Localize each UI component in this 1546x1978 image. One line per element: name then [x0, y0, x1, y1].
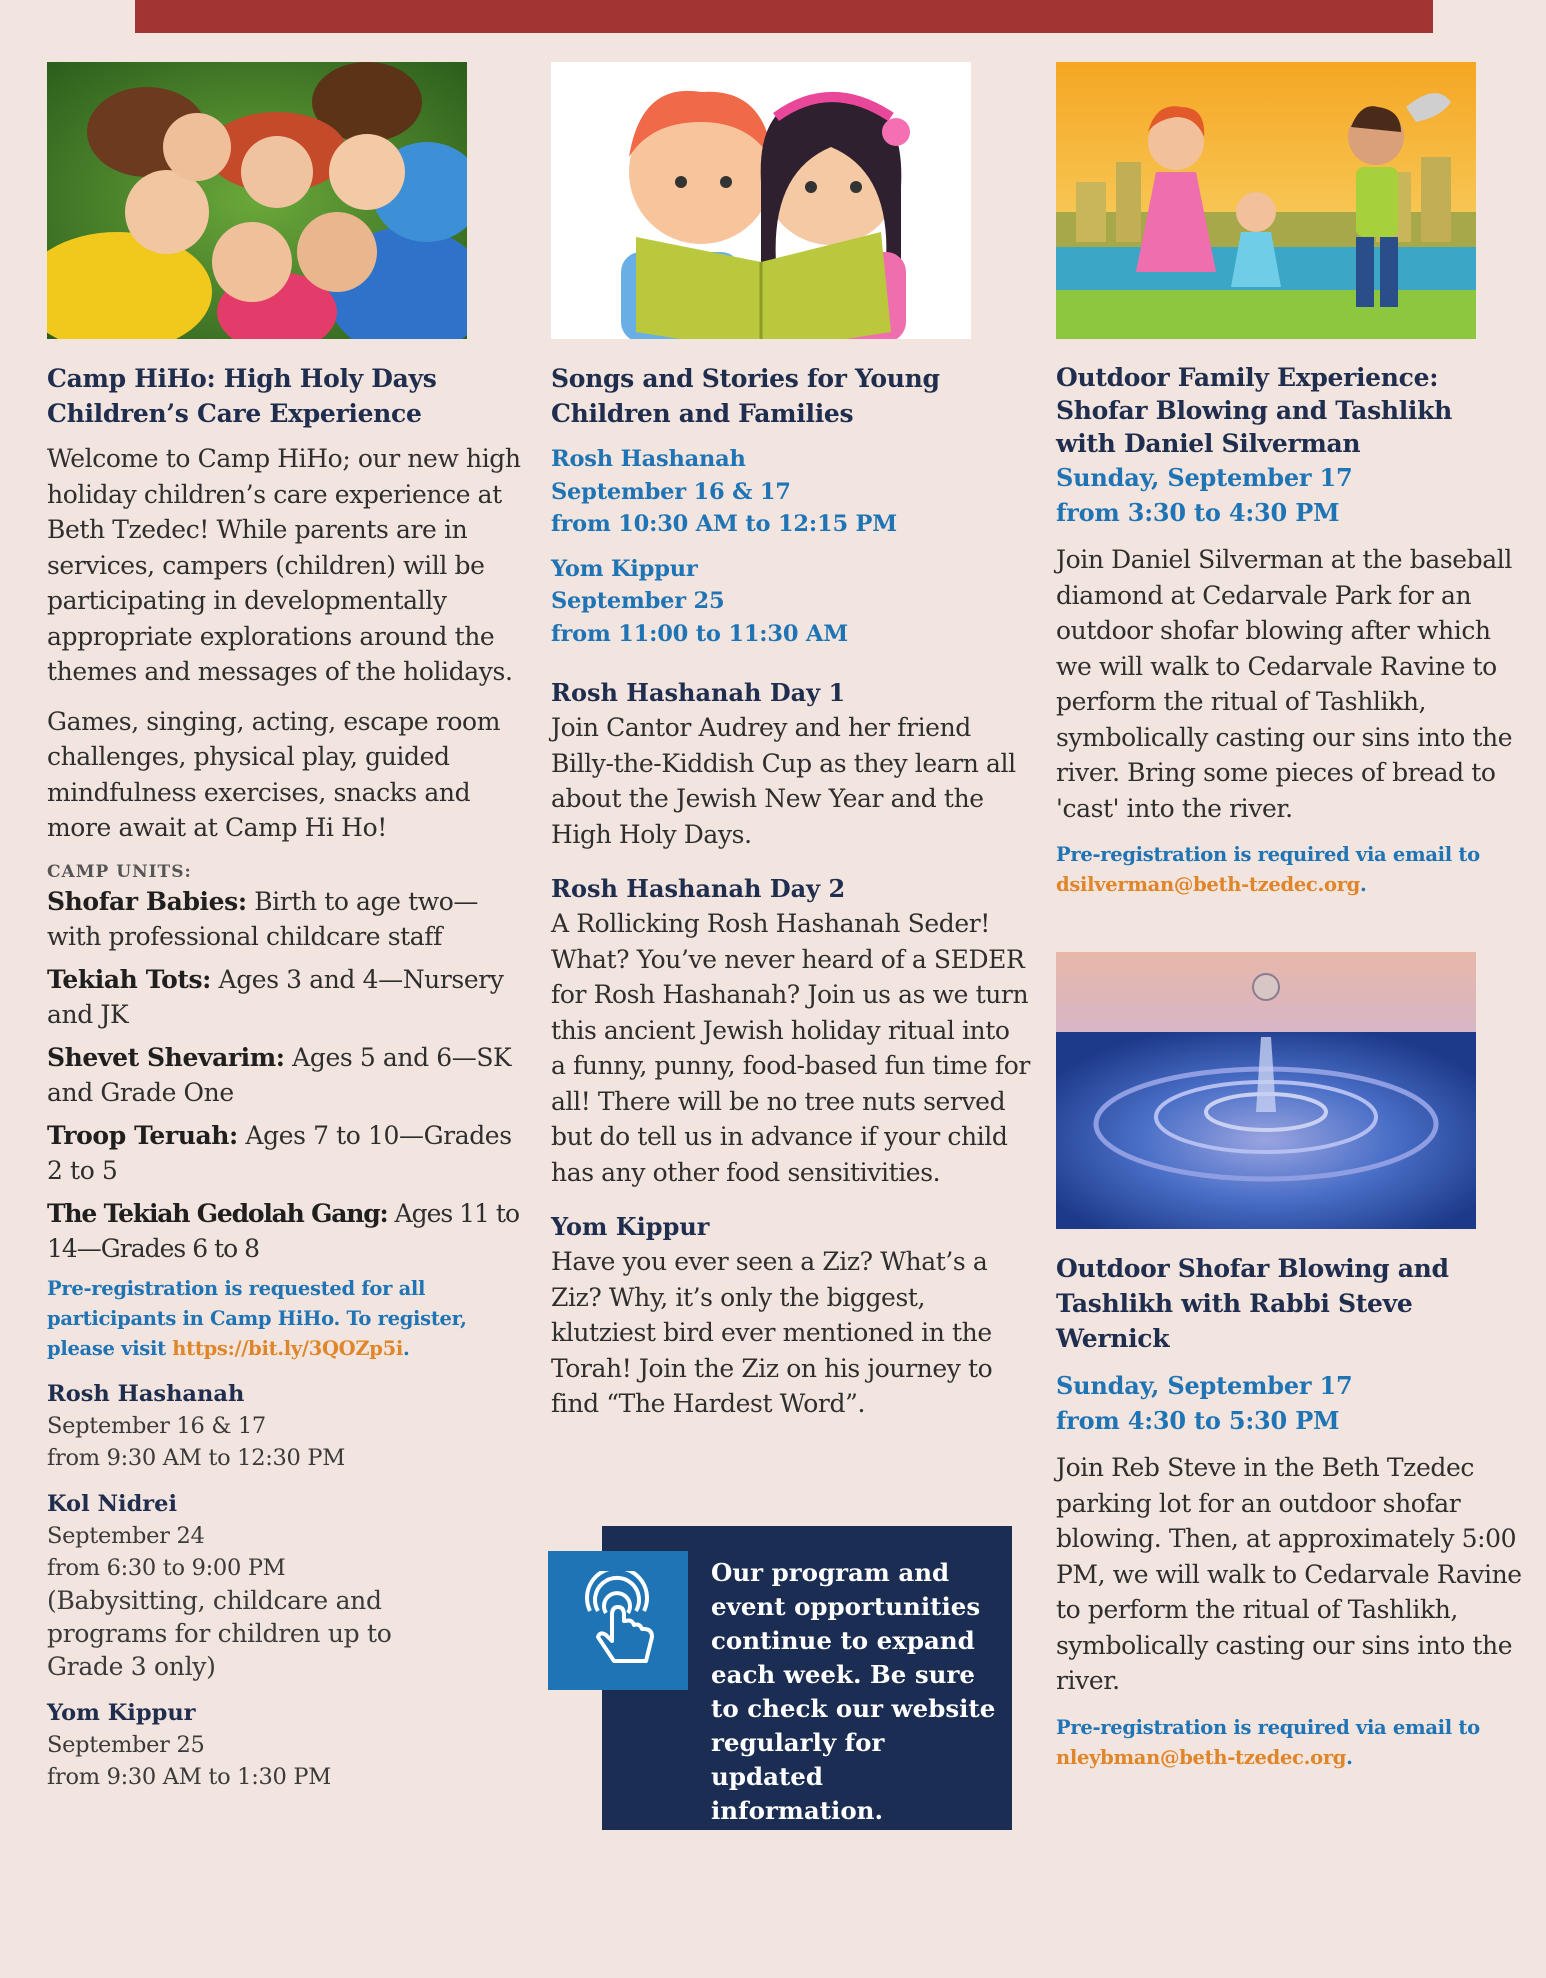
- camp-hiho-column: [47, 62, 523, 1793]
- camp-unit: The Tekiah Gedolah Gang: Ages 11 to 14—Grades 6 to 8: [47, 1198, 519, 1263]
- top-accent-bar: [135, 0, 1433, 33]
- website-callout-text: Our program and event opportunities continue to expand each week. Be sure to check our website regularly for updated information.: [711, 1558, 996, 1825]
- schedule-line: (Babysitting, childcare and programs for children up to Grade 3 only): [47, 1585, 392, 1681]
- songs-dates-yom: [551, 553, 1031, 651]
- date-line: from 10:30 AM to 12:15 PM: [551, 511, 897, 537]
- family-description: Join Daniel Silverman at the baseball diamond at Cedarvale Park for an outdoor shofar blowing after which we will walk to Cedarvale Ravine to perform the ritual of Tashlikh, symbolically casting our sins into the river. Bring some pieces of bread to 'cast' into the river.: [1056, 545, 1513, 823]
- children-circle-photo: [47, 62, 467, 339]
- section-heading: Rosh Hashanah Day 2: [551, 874, 846, 903]
- rabbi-title-line2: Tashlikh with Rabbi Steve Wernick: [1056, 1289, 1413, 1353]
- camp-schedule: [47, 1378, 523, 1793]
- touch-hand-icon: [548, 1551, 688, 1690]
- camp-unit: Troop Teruah: Ages 7 to 10—Grades 2 to 5: [47, 1120, 512, 1185]
- schedule-heading: Rosh Hashanah: [47, 1380, 245, 1407]
- outdoor-events-column: [1056, 62, 1526, 1773]
- section-heading: Yom Kippur: [551, 1212, 710, 1241]
- schedule-line: from 6:30 to 9:00 PM: [47, 1554, 286, 1581]
- family-park-illustration: [1056, 62, 1476, 339]
- camp-intro-paragraph: Welcome to Camp HiHo; our new high holiday children’s care experience at Beth Tzedec! While parents are in services, campers (children) will be participating in developmentally appropriate explorations around the themes and messages of the holidays.: [47, 444, 521, 686]
- section-heading: Rosh Hashanah Day 1: [551, 678, 846, 707]
- date-line: September 25: [551, 588, 725, 614]
- camp-unit: Tekiah Tots: Ages 3 and 4—Nursery and JK: [47, 964, 504, 1029]
- family-registration-note: Pre-registration is required via email to dsilverman@beth-tzedec.org.: [1056, 843, 1480, 896]
- date-line: September 16 & 17: [551, 478, 791, 505]
- section-body: Join Cantor Audrey and her friend Billy-the-Kiddish Cup as they learn all about the Jewish New Year and the High Holy Days.: [551, 713, 1016, 849]
- rabbi-title-line1: Outdoor Shofar Blowing and: [1056, 1254, 1449, 1283]
- songs-title-line1: Songs and Stories for Young: [551, 364, 940, 393]
- rabbi-description: Join Reb Steve in the Beth Tzedec parking lot for an outdoor shofar blowing. Then, at approximately 5:00 PM, we will walk to Cedarvale Ravine to perform the ritual of Tashlikh, symbolically casting our sins into the river.: [1056, 1453, 1522, 1695]
- date-line: Yom Kippur: [551, 555, 698, 582]
- water-drop-photo: [1056, 952, 1476, 1229]
- family-time: from 3:30 to 4:30 PM: [1056, 498, 1340, 527]
- camp-units-list: [47, 884, 523, 1266]
- songs-stories-column: [551, 62, 1031, 1422]
- family-title-line1: Outdoor Family Experience:: [1056, 363, 1439, 392]
- schedule-line: September 25: [47, 1731, 205, 1758]
- camp-units-label: CAMP UNITS:: [47, 861, 192, 882]
- rabbi-registration-note: Pre-registration is required via email to nleybman@beth-tzedec.org.: [1056, 1715, 1480, 1769]
- camp-registration-link[interactable]: https://bit.ly/3QOZp5i: [172, 1336, 404, 1360]
- schedule-line: September 24: [47, 1522, 205, 1549]
- camp-activities-paragraph: Games, singing, acting, escape room challenges, physical play, guided mindfulness exercises, snacks and more await at Camp Hi Ho!: [47, 706, 501, 842]
- schedule-line: from 9:30 AM to 1:30 PM: [47, 1763, 331, 1790]
- rabbi-date: Sunday, September 17: [1056, 1371, 1353, 1400]
- rabbi-time: from 4:30 to 5:30 PM: [1056, 1406, 1340, 1435]
- section-body: A Rollicking Rosh Hashanah Seder! What? You’ve never heard of a SEDER for Rosh Hashanah? Join us as we turn this ancient Jewish holiday ritual into a funny, punny, food-based fun time for all! There will be no tree nuts served but do tell us in advance if your child has any other food sensitivities.: [551, 909, 1030, 1187]
- section-body: Have you ever seen a Ziz? What’s a Ziz? Why, it’s only the biggest, klutziest bird ever mentioned in the Torah! Join the Ziz on his journey to find “The Hardest Word”.: [551, 1247, 993, 1418]
- songs-title-line2: Children and Families: [551, 399, 854, 428]
- camp-unit: Shevet Shevarim: Ages 5 and 6—SK and Grade One: [47, 1042, 512, 1107]
- schedule-line: from 9:30 AM to 12:30 PM: [47, 1444, 345, 1471]
- camp-unit: Shofar Babies: Birth to age two—with professional childcare staff: [47, 886, 479, 951]
- kids-reading-illustration: [551, 62, 971, 339]
- nleybman-email-link[interactable]: nleybman@beth-tzedec.org: [1056, 1745, 1347, 1769]
- songs-dates-rosh: [551, 443, 1031, 541]
- date-line: from 11:00 to 11:30 AM: [551, 620, 848, 647]
- camp-registration-note: Pre-registration is requested for all participants in Camp HiHo. To register, please visit https://bit.ly/3QOZp5i.: [47, 1276, 467, 1360]
- camp-title-line1: Camp HiHo: High Holy Days: [47, 364, 437, 393]
- family-title-line2: Shofar Blowing and Tashlikh: [1056, 396, 1453, 425]
- dsilverman-email-link[interactable]: dsilverman@beth-tzedec.org: [1056, 873, 1361, 896]
- schedule-heading: Kol Nidrei: [47, 1490, 178, 1517]
- schedule-line: September 16 & 17: [47, 1412, 266, 1439]
- family-title-line3: with Daniel Silverman: [1056, 429, 1361, 458]
- date-line: Rosh Hashanah: [551, 446, 746, 472]
- family-date: Sunday, September 17: [1056, 463, 1353, 492]
- camp-title-line2: Children’s Care Experience: [47, 399, 422, 428]
- schedule-heading: Yom Kippur: [47, 1699, 196, 1726]
